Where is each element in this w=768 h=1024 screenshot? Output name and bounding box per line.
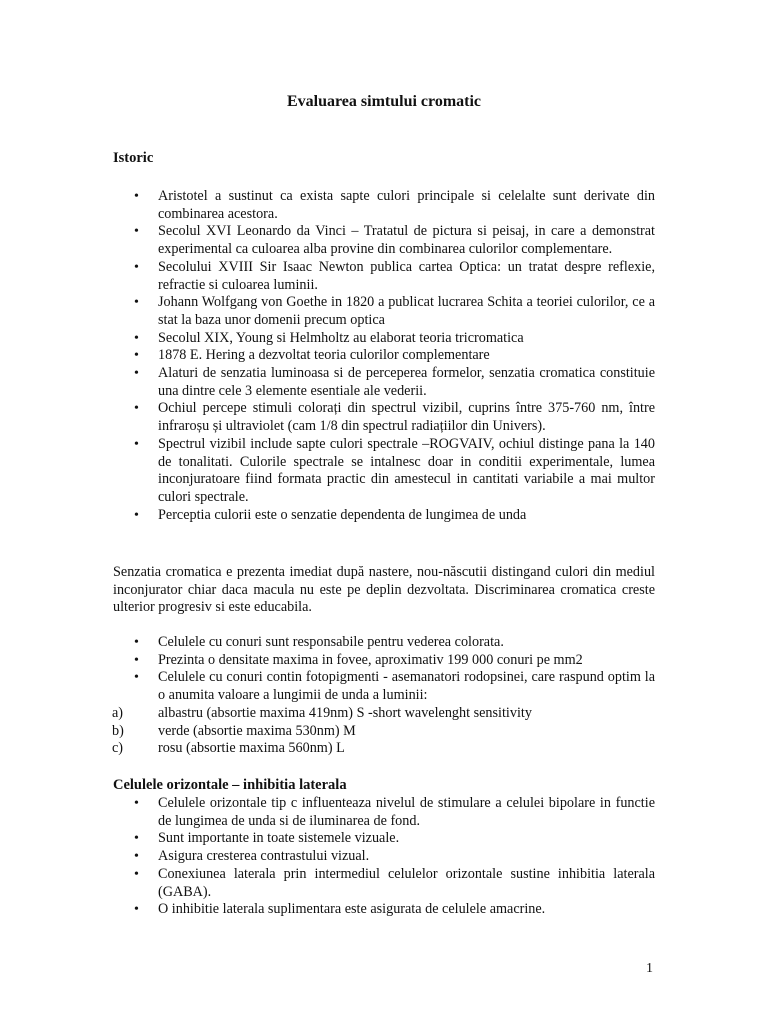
list-item — [134, 294, 655, 329]
bullet-icon: • — [134, 401, 139, 417]
list-item — [134, 795, 655, 830]
list-item-text: Perceptia culorii este o senzatie dependenta de lungimea de unda — [158, 506, 527, 523]
page-number: 1 — [646, 961, 653, 976]
bullet-icon: • — [134, 224, 139, 240]
bullet-icon: • — [134, 670, 139, 686]
list-item — [134, 258, 655, 294]
list-item — [134, 435, 655, 507]
list-letter: c) — [112, 740, 124, 757]
bullet-icon: • — [134, 259, 139, 275]
list-item-text: Alaturi de senzatia luminoasa si de perceperea formelor, senzatia cromatica constituie una dintre cele 3 elemente esentiale ale vederii. — [158, 365, 655, 399]
list-item-text: Prezinta o densitate maxima in fovee, aproximativ 199 000 conuri pe mm2 — [158, 651, 583, 668]
list-item — [134, 188, 655, 223]
list-item-text: Secolului XVIII Sir Isaac Newton publica cartea Optica: un tratat despre reflexie, refractie si culoarea luminii. — [158, 258, 655, 293]
list-item-text: Secolul XIX, Young si Helmholtz au elaborat teoria tricromatica — [158, 329, 524, 346]
list-item — [134, 223, 655, 258]
list-item-text: Johann Wolfgang von Goethe in 1820 a publicat lucrarea Schita a teoriei culorilor, ce a stat la baza unor domenii precum optica — [158, 294, 655, 328]
list-item — [134, 365, 655, 400]
list-item-text: Asigura cresterea contrastului vizual. — [158, 848, 370, 865]
list-item-text: 1878 E. Hering a dezvoltat teoria culorilor complementare — [158, 347, 490, 364]
bullet-icon: • — [134, 796, 139, 811]
section-heading-celulele-orizontale: Celulele orizontale – inhibitia laterala — [113, 777, 347, 793]
list-item — [134, 848, 655, 866]
list-item-text: rosu (absortie maxima 560nm) L — [158, 740, 345, 757]
bullet-icon: • — [134, 295, 139, 311]
list-item — [134, 669, 655, 704]
list-letter: b) — [112, 722, 124, 739]
bullet-icon: • — [134, 866, 139, 882]
list-item-text: O inhibitie laterala suplimentara este asigurata de celulele amacrine. — [158, 901, 546, 918]
document-title: Evaluarea simtului cromatic — [286, 93, 482, 110]
list-item-text: Secolul XVI Leonardo da Vinci – Tratatul de pictura si peisaj, in care a demonstrat experimental ca culoarea alba provine din combinarea culorilor complementare. — [158, 223, 655, 258]
bullet-icon: • — [134, 189, 139, 204]
bullet-icon: • — [134, 366, 139, 382]
bullet-icon: • — [134, 652, 139, 668]
list-item — [134, 865, 655, 901]
bullet-icon: • — [134, 849, 139, 865]
list-item-text: Celulele orizontale tip c influenteaza nivelul de stimulare a celulei bipolare in functie de lungimea de unda si de iluminarea de fond. — [158, 795, 655, 829]
list-item-text: albastru (absortie maxima 419nm) S -short wavelenght sensitivity — [158, 705, 532, 721]
list-item-text: Celulele cu conuri sunt responsabile pentru vederea colorata. — [158, 634, 504, 650]
list-item-text: Sunt importante in toate sistemele vizuale. — [158, 830, 400, 847]
bullet-icon: • — [134, 507, 139, 523]
bullet-icon: • — [134, 902, 139, 918]
list-item — [134, 329, 655, 348]
list-item — [112, 740, 655, 758]
list-item-text: Spectrul vizibil include sapte culori spectrale –ROGVAIV, ochiul distinge pana la 140 de tonalitati. Culorile spectrale se intalnesc doar in conditii experimentale, lumea inconjuratoare fiind formata practic din amestecul in cantitati variabile a mai multor culori spectrale. — [158, 435, 655, 505]
list-item — [134, 400, 655, 435]
list-item-text: Conexiunea laterala prin intermediul celulelor orizontale sustine inhibitia laterala (GABA). — [158, 865, 655, 900]
list-item — [134, 901, 655, 919]
list-item — [134, 830, 655, 848]
istoric-bullet-list — [134, 188, 655, 524]
list-item — [134, 506, 655, 525]
list-item-text: verde (absortie maxima 530nm) M — [158, 722, 356, 739]
conuri-bullet-list — [134, 634, 655, 705]
list-letter: a) — [112, 705, 124, 721]
paragraph-senzatia-cromatica: Senzatia cromatica e prezenta imediat după nastere, nou-născutii distingand culori din mediul inconjurator chiar daca macula nu este pe deplin dezvoltata. Discriminarea cromatica creste ulterior progresiv si este educabila. — [113, 564, 655, 616]
list-item-text: Aristotel a sustinut ca exista sapte culori principale si celelalte sunt derivate din combinarea acestora. — [158, 188, 655, 222]
orizontale-bullet-list — [134, 795, 655, 919]
bullet-icon: • — [134, 348, 139, 364]
bullet-icon: • — [134, 330, 139, 346]
bullet-icon: • — [134, 831, 139, 847]
list-item — [112, 722, 655, 741]
list-item — [134, 634, 655, 652]
list-item-text: Ochiul percepe stimuli colorați din spectrul vizibil, cuprins între 375-760 nm, între infraroșu și ultraviolet (cam 1/8 din spectrul radiațiilor din Univers). — [158, 400, 655, 435]
bullet-icon: • — [134, 436, 139, 452]
section-heading-istoric: Istoric — [113, 150, 154, 166]
list-item — [134, 347, 655, 365]
list-item — [112, 705, 655, 723]
bullet-icon: • — [134, 635, 139, 650]
list-item — [134, 651, 655, 670]
fotopigmenti-lettered-list — [112, 705, 655, 758]
list-item-text: Celulele cu conuri contin fotopigmenti - asemanatori rodopsinei, care raspund optim la o anumita valoare a lungimii de unda a luminii: — [158, 669, 655, 704]
